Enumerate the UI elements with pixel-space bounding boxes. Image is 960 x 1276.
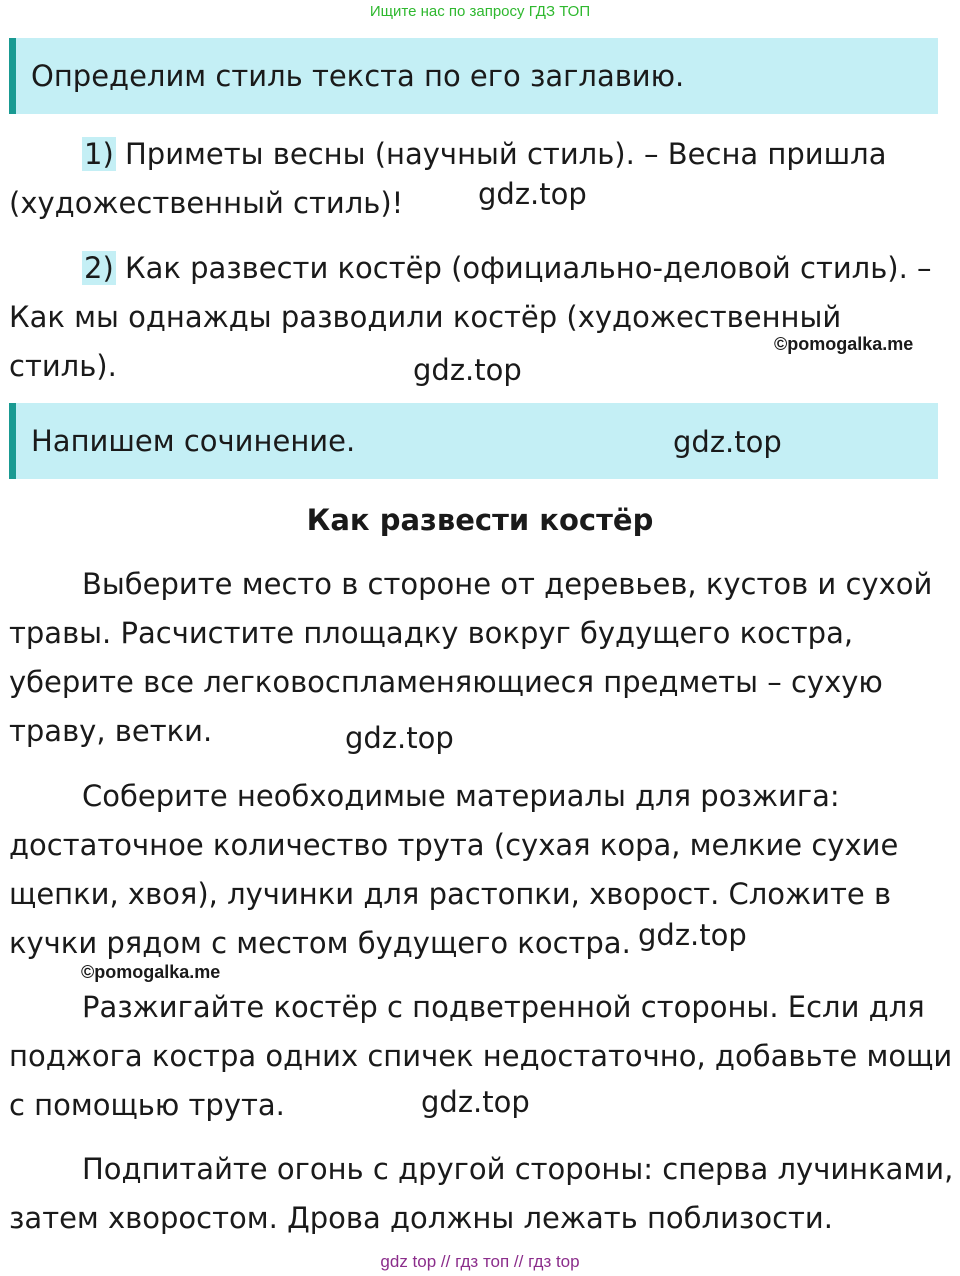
watermark-gdz: gdz.top [638,918,747,952]
watermark-gdz: gdz.top [421,1085,530,1119]
paragraph-3-text: Разжигайте костёр с подветренной стороны. Если для поджога костра одних спичек недостаточно, добавьте мощи с помощью трута. [9,990,953,1122]
paragraph-2 [9,772,954,968]
paragraph-2-text: Соберите необходимые материалы для розжига: достаточное количество трута (сухая кора, мелкие сухие щепки, хвоя), лучинки для растопки, хворост. Сложите в кучки рядом с местом будущего костра. [9,779,899,960]
watermark-gdz: gdz.top [413,353,522,387]
section-title-style: Определим стиль текста по его заглавию. [9,38,938,114]
item-2-text: Как развести костёр (официально-деловой стиль). – Как мы однажды разводили костёр (художественный стиль). [9,251,932,383]
paragraph-1-text: Выберите место в стороне от деревьев, кустов и сухой травы. Расчистите площадку вокруг будущего костра, уберите все легковоспламеняющиеся предметы – сухую траву, ветки. [9,567,933,748]
watermark-gdz: gdz.top [478,177,587,211]
essay-title: Как развести костёр [306,503,654,537]
watermark-gdz: gdz.top [673,425,782,459]
watermark-pomogalka: ©pomogalka.me [81,962,221,982]
watermark-gdz: gdz.top [345,721,454,755]
watermark-pomogalka: ©pomogalka.me [774,334,914,354]
item-2-number: 2) [84,251,114,285]
paragraph-1 [9,560,954,756]
top-banner[interactable]: Ищите нас по запросу ГДЗ ТОП [369,3,591,20]
footer-links[interactable]: gdz top // гдз топ // гдз top [380,1252,580,1271]
paragraph-4-text: Подпитайте огонь с другой стороны: сперва лучинками, затем хворостом. Дрова должны лежать поблизости. [9,1152,954,1235]
paragraph-4 [9,1145,954,1243]
item-1-text: Приметы весны (научный стиль). – Весна пришла (художественный стиль)! [9,137,887,220]
section-title-essay: Напишем сочинение. [9,403,938,479]
item-1-number: 1) [84,137,114,171]
